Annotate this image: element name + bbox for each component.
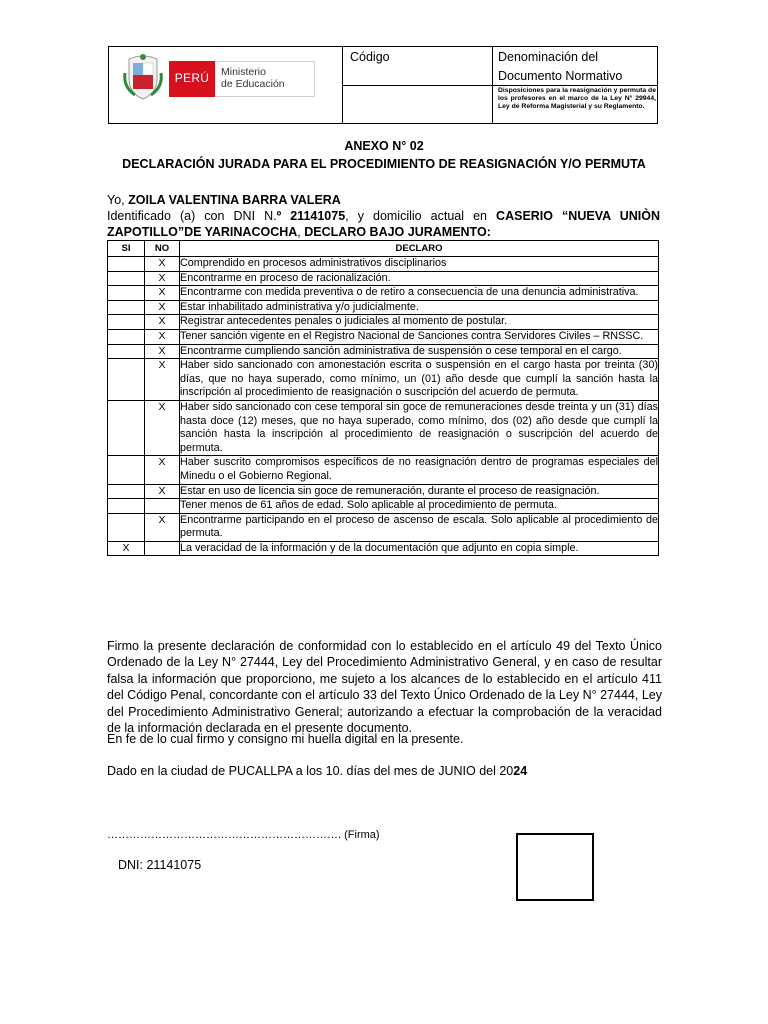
header-no: NO xyxy=(145,241,180,257)
declaro-text: Estar inhabilitado administrativa y/o judicialmente. xyxy=(180,300,659,315)
declarant-name: ZOILA VALENTINA BARRA VALERA xyxy=(128,193,341,207)
declaro-text: Tener sanción vigente en el Registro Nacional de Sanciones contra Servidores Civiles – RNSSC. xyxy=(180,329,659,344)
no-cell: X xyxy=(145,315,180,330)
no-cell: X xyxy=(145,300,180,315)
coat-of-arms-icon xyxy=(121,53,165,101)
si-cell xyxy=(108,513,145,541)
divider xyxy=(343,85,492,86)
dni-number: 21141075 xyxy=(290,209,346,223)
no-cell: X xyxy=(145,271,180,286)
si-cell xyxy=(108,499,145,514)
table-row xyxy=(108,456,659,484)
ident-prefix: Identificado (a) con DNI N. xyxy=(107,209,277,223)
declaro-text: Registrar antecedentes penales o judiciales al momento de postular. xyxy=(180,315,659,330)
comma: , xyxy=(297,225,301,239)
code-label: Código xyxy=(350,50,390,64)
si-cell xyxy=(108,359,145,401)
si-cell xyxy=(108,329,145,344)
declaration-table xyxy=(107,240,659,556)
table-row xyxy=(108,400,659,455)
ministry-label-box xyxy=(215,61,315,97)
signer-dni: DNI: 21141075 xyxy=(118,858,202,872)
declaro-text: Encontrarme participando en el proceso de ascenso de escala. Solo aplicable al procedimiento de permuta. xyxy=(180,513,659,541)
no-cell: X xyxy=(145,456,180,484)
date-year-suffix: 24 xyxy=(513,764,528,778)
declaro-text: Haber sido sancionado con amonestación escrita o suspensión en el cargo hasta por treinta (30) días, que no haya superado, como mínimo, un (01) año desde que cumplí la sanción hasta la inscripción al procedimiento de reasignación o suscripción del acuerdo de permuta. xyxy=(180,359,659,401)
table-row xyxy=(108,286,659,301)
no-cell: X xyxy=(145,329,180,344)
table-row xyxy=(108,484,659,499)
signature-line: ………………………………………………………. (Firma) xyxy=(107,829,380,841)
no-cell: X xyxy=(145,344,180,359)
no-cell: X xyxy=(145,513,180,541)
table-row xyxy=(108,499,659,514)
declaro-text: Encontrarme con medida preventiva o de retiro a consecuencia de una denuncia administrativa. xyxy=(180,286,659,301)
table-row xyxy=(108,271,659,286)
si-cell xyxy=(108,400,145,455)
table-row xyxy=(108,344,659,359)
table-row xyxy=(108,315,659,330)
si-cell xyxy=(108,271,145,286)
ministry-label: Ministerio de Educación xyxy=(221,66,285,90)
header-si: SI xyxy=(108,241,145,257)
annex-number: ANEXO N° 02 xyxy=(344,139,424,153)
legal-paragraph: Firmo la presente declaración de conformidad con lo establecido en el artículo 49 del Texto Único Ordenado de la Ley N° 27444, Ley del Procedimiento Administrativo General, y en caso de resultar falsa la información que proporciono, me sujeto a los alcances de lo establecido en el artículo 411 del Código Penal, concordante con el artículo 33 del Texto Único Ordenado de la Ley N° 27444, Ley del Procedimiento Administrativo General; autorizando a efectuar la comprobación de la veracidad de la información declarada en el presente documento. xyxy=(107,639,662,736)
fingerprint-statement: En fe de lo cual firmo y consigno mi huella digital en la presente. xyxy=(107,732,464,746)
denomination-description: Disposiciones para la reasignación y permuta de los profesores en el marco de la Ley N° 29944, Ley de Reforma Magisterial y su Reglamento. xyxy=(498,87,656,111)
si-cell: X xyxy=(108,541,145,556)
declaro-bajo-juramento: DECLARO BAJO JURAMENTO: xyxy=(304,225,491,239)
declaro-text: Haber suscrito compromisos específicos de no reasignación dentro de programas especiales del Minedu o el Gobierno Regional. xyxy=(180,456,659,484)
no-cell: X xyxy=(145,257,180,272)
date-text: Dado en la ciudad de PUCALLPA a los 10. días del mes de JUNIO del 20 xyxy=(107,764,514,778)
no-cell: X xyxy=(145,286,180,301)
table-header-row xyxy=(108,241,659,257)
header-declaro: DECLARO xyxy=(180,241,659,257)
declaro-text: Estar en uso de licencia sin goce de remuneración, durante el proceso de reasignación. xyxy=(180,484,659,499)
declaro-text: Encontrarme en proceso de racionalización. xyxy=(180,271,659,286)
table-row xyxy=(108,513,659,541)
divider xyxy=(493,85,657,86)
fingerprint-box xyxy=(516,833,594,901)
si-cell xyxy=(108,484,145,499)
table-row xyxy=(108,329,659,344)
no-cell xyxy=(145,541,180,556)
si-cell xyxy=(108,456,145,484)
declaro-text: Comprendido en procesos administrativos disciplinarios xyxy=(180,257,659,272)
table-row xyxy=(108,300,659,315)
denomination-cell xyxy=(493,47,657,123)
address-line xyxy=(107,224,660,240)
no-cell: X xyxy=(145,400,180,455)
logo-cell xyxy=(109,47,343,123)
code-cell xyxy=(343,47,493,123)
si-cell xyxy=(108,300,145,315)
declaro-text: Tener menos de 61 años de edad. Solo aplicable al procedimiento de permuta. xyxy=(180,499,659,514)
identification-line xyxy=(107,208,660,224)
address-part1: CASERIO “NUEVA UNIÒN xyxy=(496,209,660,223)
ident-degree: º xyxy=(276,209,282,223)
peru-label: PERÚ xyxy=(174,71,210,85)
peru-label-box xyxy=(169,61,215,97)
si-cell xyxy=(108,344,145,359)
declaro-text: Haber sido sancionado con cese temporal sin goce de remuneraciones desde treinta y un (31) días hasta doce (12) meses, que no haya superado, como mínimo, dos (02) año desde que cumplí la sanción hasta la inscripción al procedimiento de reasignación o suscripción del acuerdo de permuta. xyxy=(180,400,659,455)
declaro-text: La veracidad de la información y de la documentación que adjunto en copia simple. xyxy=(180,541,659,556)
declaro-text: Encontrarme cumpliendo sanción administrativa de suspensión o cese temporal en el cargo. xyxy=(180,344,659,359)
no-cell: X xyxy=(145,484,180,499)
minedu-logo xyxy=(121,53,333,103)
document-title: DECLARACIÓN JURADA PARA EL PROCEDIMIENTO DE REASIGNACIÓN Y/O PERMUTA xyxy=(122,157,646,171)
no-cell: X xyxy=(145,359,180,401)
address-prefix: , y domicilio actual en xyxy=(345,209,487,223)
table-row xyxy=(108,257,659,272)
table-body xyxy=(108,257,659,556)
table-row xyxy=(108,359,659,401)
yo-prefix: Yo, xyxy=(107,193,125,207)
si-cell xyxy=(108,315,145,330)
si-cell xyxy=(108,286,145,301)
no-cell xyxy=(145,499,180,514)
address-part2: ZAPOTILLO”DE YARINACOCHA xyxy=(107,225,298,239)
table-row xyxy=(108,541,659,556)
denomination-label: Denominación del Documento Normativo xyxy=(498,50,623,83)
document-header xyxy=(108,46,658,124)
date-place-line xyxy=(107,764,527,778)
si-cell xyxy=(108,257,145,272)
declarant-line xyxy=(107,192,660,208)
